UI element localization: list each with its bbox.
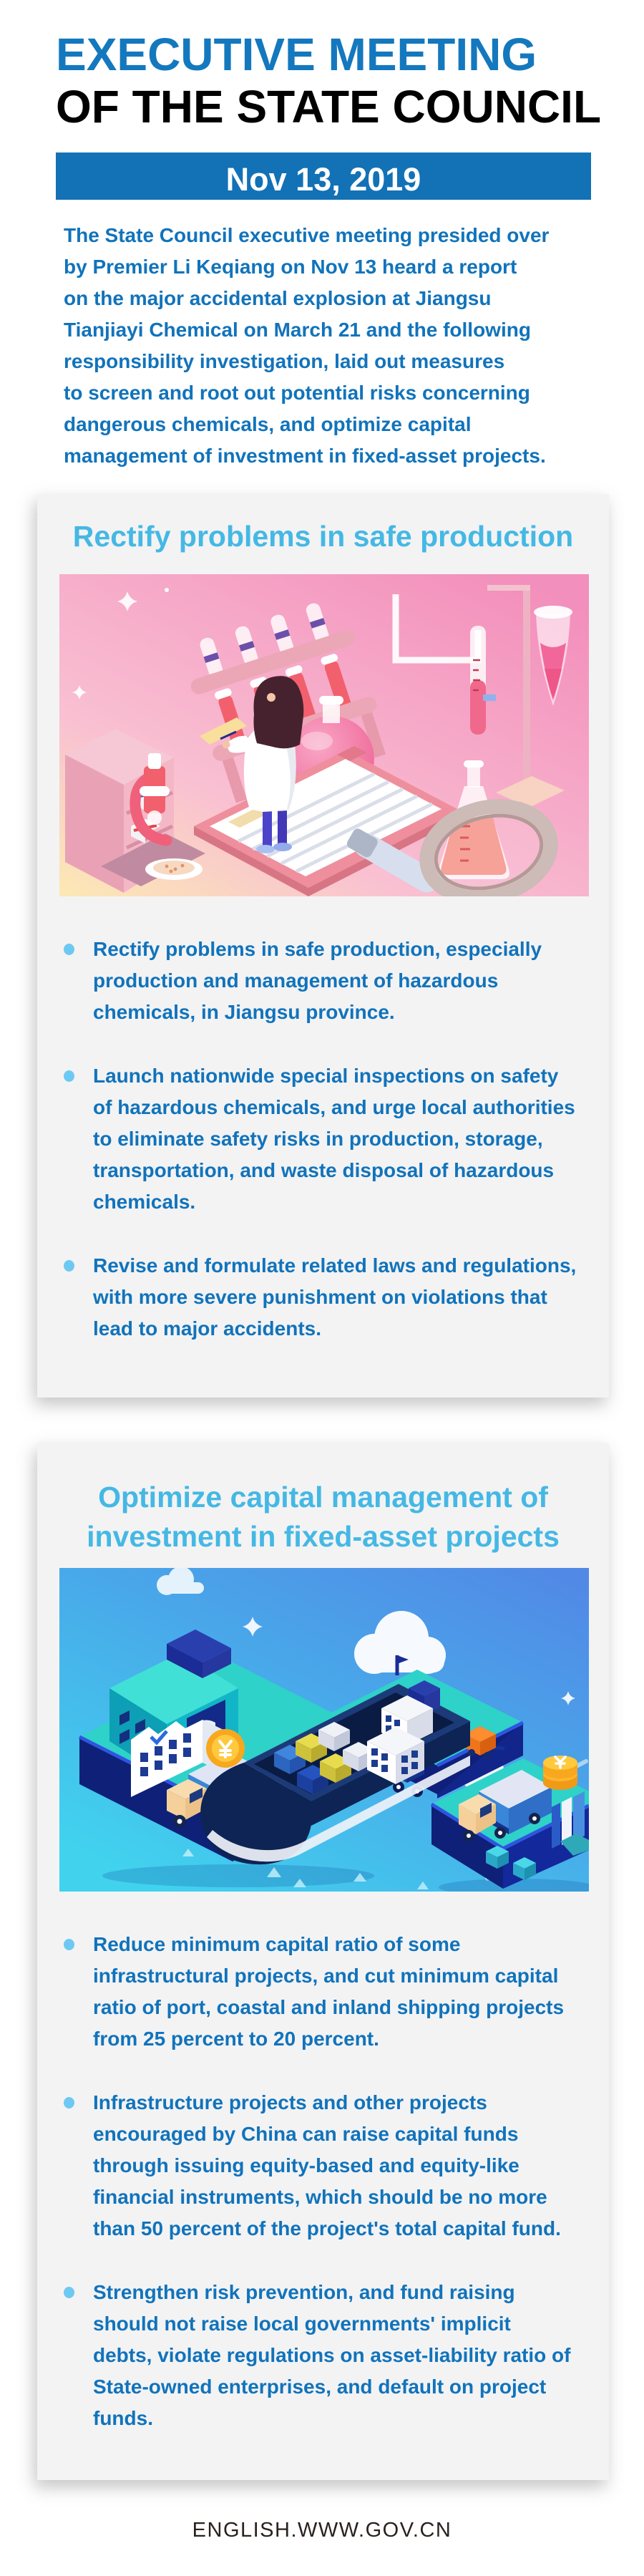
page-title-line1: EXECUTIVE MEETING [56,29,537,80]
bullet-item [93,2087,615,2245]
bullet-item [93,1929,615,2055]
chemistry-lab-illustration [59,574,589,896]
bullet-item [93,1060,615,1218]
bullet-list [93,1929,615,2434]
bullet-dot-icon [64,2287,74,2298]
bullet-dot-icon [64,1939,74,1950]
bullet-dot-icon [64,944,74,955]
coin-stack [543,1756,577,1790]
page-title-line2: OF THE STATE COUNCIL [56,81,602,132]
section-title: Rectify problems in safe production [72,520,574,553]
bullet-text: Strengthen risk prevention, and fund raising should not raise local governments' implicit debts, violate regulations on asset-liability ratio of State-owned enterprises, and default on project funds. [93,2281,571,2429]
bullet-list [93,934,615,1345]
bullet-text: Reduce minimum capital ratio of some infrastructural projects, and cut minimum capital ratio of port, coastal and inland shipping projects from 25 percent to 20 percent. [93,1933,565,2050]
bullet-dot-icon [64,2097,74,2108]
bullet-item [93,2277,615,2434]
bullet-text: Rectify problems in safe production, especially production and management of hazardous chemicals, in Jiangsu province. [93,938,542,1023]
bullet-text: Infrastructure projects and other projects encouraged by China can raise capital funds through issuing equity-based and equity-like financial instruments, which should be no more than 50 percent of the project's total capital fund. [93,2091,561,2240]
section-card-capital-management [37,1443,609,2480]
page-title [56,29,601,133]
section-card-safe-production [37,494,609,1398]
intro-paragraph: The State Council executive meeting presided over by Premier Li Keqiang on Nov 13 heard a report on the major accidental explosion at Jiangsu Tianjiayi Chemical on March 21 and the following responsibility investigation, laid out measures to screen and root out potential risks concerning dangerous chemicals, and optimize capital management of investment in fixed-asset projects. [64,224,550,467]
bullet-text: Revise and formulate related laws and regulations, with more severe punishment on violations that lead to major accidents. [93,1254,577,1340]
shipping-port-illustration [59,1568,589,1892]
bullet-dot-icon [64,1260,74,1272]
bullet-dot-icon [64,1070,74,1082]
bullet-text: Launch nationwide special inspections on safety of hazardous chemicals, and urge local authorities to eliminate safety risks in production, storage, transportation, and waste disposal of hazardous chemicals. [93,1065,575,1213]
section-title: Optimize capital management of investment in fixed-asset projects [87,1481,560,1553]
bullet-item [93,934,615,1028]
bullet-item [93,1250,615,1345]
footer-site: ENGLISH.WWW.GOV.CN [192,2519,452,2542]
date-badge: Nov 13, 2019 [56,152,591,200]
